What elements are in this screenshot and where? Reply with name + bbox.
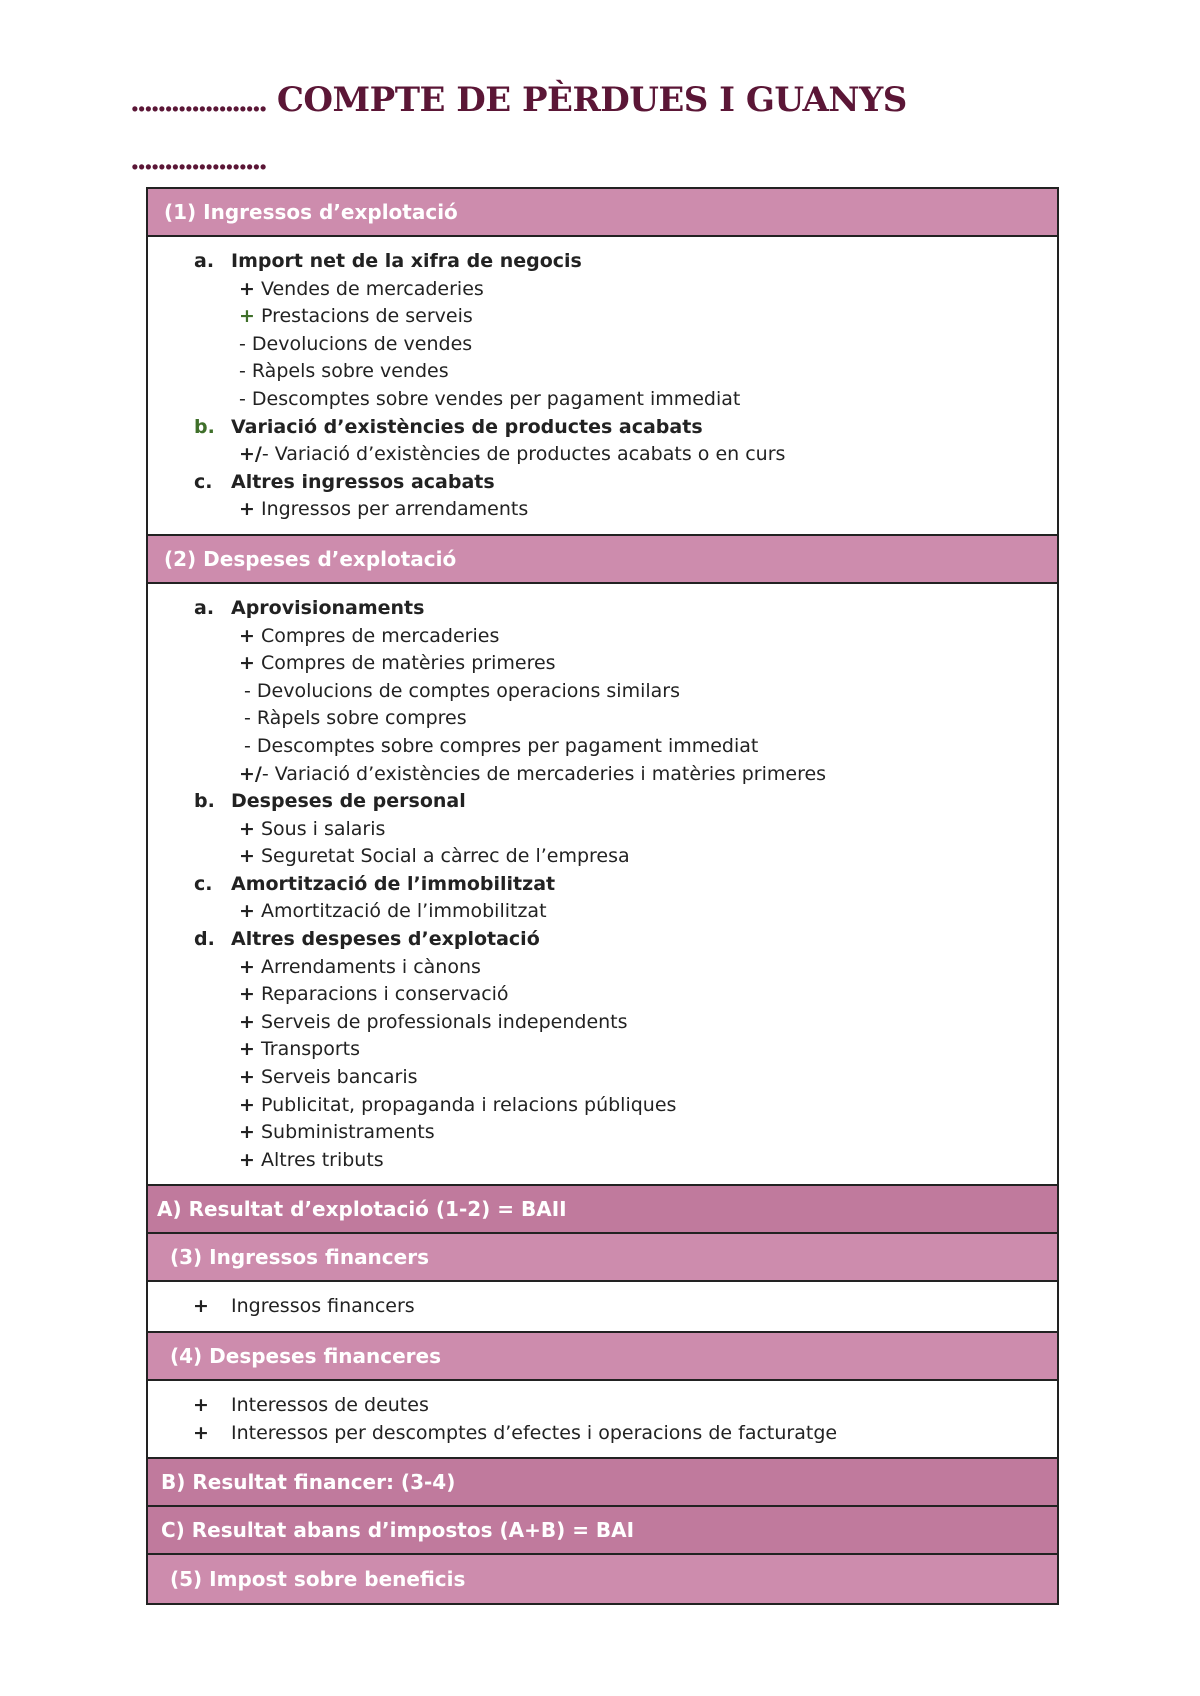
sign: + bbox=[239, 955, 255, 978]
line-item bbox=[239, 386, 740, 414]
sign: + bbox=[239, 277, 255, 300]
list-item bbox=[148, 303, 1057, 331]
result-c-before-tax: C) Resultat abans d’impostos (A+B) = BAI bbox=[148, 1507, 1057, 1555]
line-item-text: - Variació d’existències de mercaderies i matèries primeres bbox=[261, 762, 827, 785]
line-item bbox=[244, 705, 467, 733]
page-title-block bbox=[130, 72, 1090, 188]
line-item-text: Publicitat, propaganda i relacions públiques bbox=[254, 1093, 677, 1116]
sign: + bbox=[239, 900, 255, 923]
list-item bbox=[148, 926, 1057, 954]
list-item bbox=[148, 276, 1057, 304]
line-item bbox=[239, 954, 481, 982]
plus-sign: + bbox=[193, 1421, 209, 1444]
list-heading: Despeses de personal bbox=[231, 790, 466, 813]
line-item-text: Subministraments bbox=[254, 1121, 435, 1144]
line-item bbox=[239, 898, 547, 926]
line-item bbox=[239, 358, 449, 386]
sign: + bbox=[239, 1093, 255, 1116]
list-marker: a. bbox=[194, 596, 215, 619]
line-item bbox=[244, 733, 758, 761]
sign: - bbox=[239, 332, 246, 355]
list-item bbox=[148, 650, 1057, 678]
result-b-financial: B) Resultat financer: (3-4) bbox=[148, 1459, 1057, 1507]
line-item bbox=[239, 1119, 435, 1147]
list-item bbox=[148, 386, 1057, 414]
list-item bbox=[148, 441, 1057, 469]
line-item-text: Devolucions de comptes operacions similars bbox=[250, 679, 681, 702]
line-item bbox=[239, 623, 499, 651]
sign: - bbox=[239, 387, 246, 410]
section-body-financial-expenses bbox=[148, 1381, 1057, 1459]
line-item bbox=[239, 331, 472, 359]
section-header-financial-expenses: (4) Despeses financeres bbox=[148, 1333, 1057, 1381]
line-item bbox=[239, 496, 528, 524]
line-item-text: Devolucions de vendes bbox=[245, 332, 473, 355]
list-item bbox=[148, 1092, 1057, 1120]
income-statement-table bbox=[146, 187, 1059, 1605]
plus-sign: + bbox=[193, 1394, 209, 1416]
list-item bbox=[148, 595, 1057, 623]
line-item-text: Descomptes sobre vendes per pagament immediat bbox=[245, 387, 741, 410]
list-marker: c. bbox=[194, 872, 213, 895]
sign: +/ bbox=[239, 762, 262, 785]
list-item bbox=[148, 331, 1057, 359]
line-item-text: Seguretat Social a càrrec de l’empresa bbox=[254, 845, 630, 868]
list-marker: b. bbox=[194, 790, 215, 813]
sign: + bbox=[239, 305, 255, 328]
section-header-operating-income: (1) Ingressos d’explotació bbox=[148, 189, 1057, 237]
line-item-text: Serveis bancaris bbox=[254, 1066, 418, 1089]
list-item bbox=[148, 1147, 1057, 1175]
list-item bbox=[148, 705, 1057, 733]
line-item-text: Arrendaments i cànons bbox=[254, 955, 481, 978]
title-dots-bottom: .................... bbox=[130, 143, 265, 176]
section-header-financial-income: (3) Ingressos financers bbox=[148, 1234, 1057, 1282]
line-item-text: Serveis de professionals independents bbox=[254, 1010, 628, 1033]
line-item-text: Prestacions de serveis bbox=[254, 305, 473, 328]
title-dots-left: .................... bbox=[130, 85, 265, 118]
list-item bbox=[148, 1392, 1057, 1420]
list-item bbox=[148, 1036, 1057, 1064]
section-body-operating-expenses bbox=[148, 584, 1057, 1186]
list-item bbox=[148, 496, 1057, 524]
line-item-text: Descomptes sobre compres per pagament immediat bbox=[250, 734, 759, 757]
sign: + bbox=[239, 1010, 255, 1033]
sign: + bbox=[239, 845, 255, 868]
list-item bbox=[148, 954, 1057, 982]
list-marker: a. bbox=[194, 250, 215, 272]
sign: + bbox=[239, 1066, 255, 1089]
line-item-text: Transports bbox=[254, 1038, 361, 1061]
sign: + bbox=[239, 1148, 255, 1171]
list-item bbox=[148, 733, 1057, 761]
line-item bbox=[244, 678, 680, 706]
section-header-operating-expenses: (2) Despeses d’explotació bbox=[148, 536, 1057, 584]
list-item bbox=[148, 1064, 1057, 1092]
sign: + bbox=[239, 1121, 255, 1144]
line-item bbox=[239, 441, 785, 469]
line-item-text: Altres tributs bbox=[254, 1148, 384, 1171]
line-item-text: Amortització de l’immobilitzat bbox=[254, 900, 547, 923]
list-item bbox=[148, 1420, 1057, 1448]
page-title-text: COMPTE DE PÈRDUES I GUANYS bbox=[276, 80, 907, 120]
list-item bbox=[148, 843, 1057, 871]
line-item bbox=[239, 843, 630, 871]
list-marker: d. bbox=[194, 928, 215, 951]
list-item bbox=[148, 898, 1057, 926]
line-item bbox=[239, 1092, 676, 1120]
line-item bbox=[239, 1009, 628, 1037]
line-item-text: Compres de mercaderies bbox=[254, 624, 500, 647]
sign: + bbox=[239, 624, 255, 647]
line-item bbox=[239, 1064, 418, 1092]
list-item bbox=[148, 414, 1057, 442]
line-item bbox=[239, 650, 556, 678]
page-title bbox=[130, 72, 1090, 130]
line-item bbox=[239, 276, 484, 304]
list-item bbox=[148, 788, 1057, 816]
sign: - bbox=[244, 734, 251, 757]
line-item bbox=[239, 303, 473, 331]
line-item bbox=[239, 761, 826, 789]
line-item bbox=[239, 816, 385, 844]
list-item bbox=[148, 248, 1057, 276]
list-item bbox=[148, 1119, 1057, 1147]
section-header-income-tax: (5) Impost sobre beneficis bbox=[148, 1555, 1057, 1603]
sign: - bbox=[239, 360, 246, 383]
sign: + bbox=[239, 652, 255, 675]
list-heading: Amortització de l’immobilitzat bbox=[231, 872, 556, 895]
line-item-text: Ràpels sobre compres bbox=[250, 707, 467, 730]
line-item-text: - Variació d’existències de productes acabats o en curs bbox=[261, 443, 786, 466]
line-item bbox=[239, 1147, 384, 1175]
sign: - bbox=[244, 707, 251, 730]
sign: + bbox=[239, 1038, 255, 1061]
list-item bbox=[148, 358, 1057, 386]
list-heading: Altres ingressos acabats bbox=[231, 470, 495, 493]
line-item-text: Compres de matèries primeres bbox=[254, 652, 556, 675]
section-body-operating-income bbox=[148, 237, 1057, 536]
list-item bbox=[148, 816, 1057, 844]
plus-sign: + bbox=[193, 1295, 209, 1318]
title-dots-line bbox=[130, 130, 1090, 188]
sign: + bbox=[239, 498, 255, 521]
list-item-text: Interessos per descomptes d’efectes i operacions de facturatge bbox=[231, 1421, 838, 1444]
list-item bbox=[148, 761, 1057, 789]
list-item bbox=[148, 623, 1057, 651]
sign: + bbox=[239, 983, 255, 1006]
list-item bbox=[148, 469, 1057, 497]
list-item bbox=[148, 1009, 1057, 1037]
line-item-text: Ingressos per arrendaments bbox=[254, 498, 529, 521]
list-marker: c. bbox=[194, 470, 213, 493]
line-item bbox=[239, 1036, 360, 1064]
list-item bbox=[148, 871, 1057, 899]
list-heading: Import net de la xifra de negocis bbox=[231, 250, 582, 272]
list-heading: Variació d’existències de productes acabats bbox=[231, 415, 703, 438]
section-body-financial-income bbox=[148, 1282, 1057, 1333]
list-item-text: Interessos de deutes bbox=[231, 1394, 429, 1416]
list-heading: Aprovisionaments bbox=[231, 596, 425, 619]
line-item bbox=[239, 981, 509, 1009]
list-item bbox=[148, 981, 1057, 1009]
list-marker: b. bbox=[194, 415, 215, 438]
sign: - bbox=[244, 679, 251, 702]
list-item bbox=[148, 1293, 1057, 1321]
sign: + bbox=[239, 817, 255, 840]
line-item-text: Ràpels sobre vendes bbox=[245, 360, 449, 383]
result-a-operating: A) Resultat d’explotació (1-2) = BAII bbox=[148, 1186, 1057, 1234]
list-heading: Altres despeses d’explotació bbox=[231, 928, 540, 951]
line-item-text: Sous i salaris bbox=[254, 817, 386, 840]
sign: +/ bbox=[239, 443, 262, 466]
line-item-text: Reparacions i conservació bbox=[254, 983, 509, 1006]
line-item-text: Vendes de mercaderies bbox=[254, 277, 484, 300]
list-item bbox=[148, 678, 1057, 706]
list-item-text: Ingressos financers bbox=[231, 1295, 415, 1318]
